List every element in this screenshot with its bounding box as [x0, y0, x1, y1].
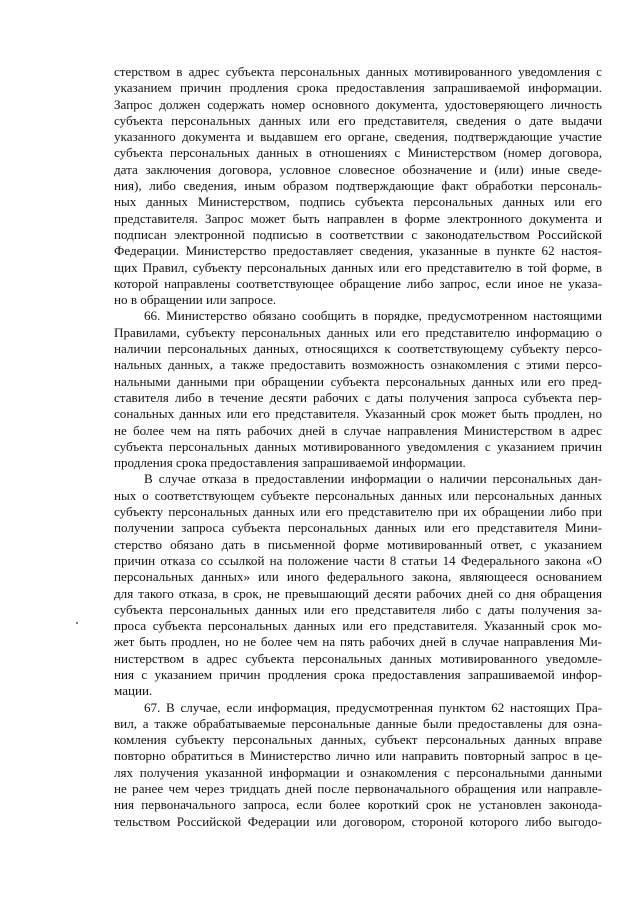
text-line: щих Правил, субъекту персональных данных или его представителю в той форме, в: [114, 259, 602, 275]
text-line: ных о соответствующем субъекте персональных данных или персональных данных: [114, 487, 602, 503]
text-line: субъекта персональных данных в отношениях с Министерством (номер договора,: [114, 145, 602, 161]
text-line: ставителя либо в течение десяти рабочих с даты получения запроса субъекта пер-: [114, 389, 602, 405]
paragraph-66-first-line: 66. Министерство обязано сообщить в порядке, предусмотренном настоящими: [144, 308, 602, 324]
text-line: указанного документа и выдавшем его органе, сведения, подтверждающие участие: [114, 129, 602, 145]
text-line: ния с указанием причин продления срока предоставления запрашиваемой инфор-: [114, 666, 602, 682]
text-line: представителя. Запрос может быть направлен в форме электронного документа и: [114, 210, 602, 226]
text-line: субъекту персональных данных или его представителю при их обращении либо при: [114, 504, 602, 520]
text-line: субъекта персональных данных или его представителя либо с даты получения за-: [114, 601, 602, 617]
text-line: причин отказа со ссылкой на положение части 8 статьи 14 Федерального закона «О: [114, 552, 602, 568]
text-line: Запрос должен содержать номер основного документа, удостоверяющего личность: [114, 96, 602, 112]
text-line: жет быть продлен, но не более чем на пять рабочих дней в случае направления Ми-: [114, 634, 602, 650]
text-line: сональных данных или его представителя. Указанный срок может быть продлен, но: [114, 406, 602, 422]
text-line: ния первоначального запроса, если более короткий срок не установлен законода-: [114, 797, 602, 813]
text-line: но в обращении или запросе.: [114, 292, 277, 308]
text-line: стерством в адрес субъекта персональных данных мотивированного уведомления с: [114, 64, 602, 79]
text-line: Федерации. Министерство предоставляет сведения, указанные в пункте 62 настоя-: [114, 243, 602, 259]
text-line: лях получения указанной информации и ознакомления с персональными данными: [114, 764, 602, 780]
paragraph-refusal-first-line: В случае отказа в предоставлении информации о наличии персональных дан-: [144, 471, 602, 487]
text-line: не ранее чем через тридцать дней после первоначального обращения или направле-: [114, 781, 602, 797]
text-line: тельством Российской Федерации или договором, стороной которого либо выгодо-: [114, 813, 602, 829]
text-line: комления субъекту персональных данных, субъект персональных данных вправе: [114, 732, 602, 748]
text-line: которой направлены соответствующее обращение либо запрос, если иное не указа-: [114, 275, 602, 291]
text-line: нальных данных, а также предоставить возможность ознакомления с этими персо-: [114, 357, 602, 373]
text-line: проса субъекта персональных данных или его представителя. Указанный срок мо-: [114, 618, 602, 634]
text-line: для такого отказа, в срок, не превышающий десяти рабочих дней со дня обращения: [114, 585, 602, 601]
text-line: ния), либо сведения, иным образом подтверждающие факт обработки персональ-: [114, 178, 602, 194]
text-line: повторно обратиться в Министерство лично или направить повторный запрос в це-: [114, 748, 602, 764]
text-line: подписан электронной подписью в соответствии с законодательством Российской: [114, 226, 602, 242]
text-line: нистерством в адрес субъекта персональных данных мотивированного уведомле-: [114, 650, 602, 666]
text-line: ных данных Министерством, подпись субъекта персональных данных или его: [114, 194, 602, 210]
text-line: субъекта персональных данных или его представителя, сведения о дате выдачи: [114, 112, 602, 128]
text-line: указанием причин продления срока предоставления запрашиваемой информации.: [114, 80, 602, 96]
text-line: продления срока предоставления запрашиваемой информации.: [114, 455, 466, 471]
text-line: стерство обязано дать в письменной форме мотивированный ответ, с указанием: [114, 536, 602, 552]
document-text: [114, 64, 602, 830]
text-line: мации.: [114, 683, 153, 699]
text-line: вил, а также обрабатываемые персональные данные были предоставлены для озна-: [114, 715, 602, 731]
text-line: получении запроса субъекта персональных данных или его представителя Мини-: [114, 520, 602, 536]
scan-speck: [76, 622, 78, 624]
text-line: наличии персональных данных, относящихся к соответствующему субъекту персо-: [114, 341, 602, 357]
paragraph-67-first-line: 67. В случае, если информация, предусмотренная пунктом 62 настоящих Пра-: [144, 699, 602, 715]
text-line: Правилами, субъекту персональных данных или его представителю информацию о: [114, 324, 602, 340]
text-line: нальными данными при обращении субъекта персональных данных или его пред-: [114, 373, 602, 389]
text-line: не более чем на пять рабочих дней в случае направления Министерством в адрес: [114, 422, 602, 438]
text-line: персональных данных» или иного федерального закона, являющееся основанием: [114, 569, 602, 585]
text-line: субъекта персональных данных мотивированного уведомления с указанием причин: [114, 438, 602, 454]
text-line: дата заключения договора, условное словесное обозначение и (или) иные сведе-: [114, 161, 602, 177]
